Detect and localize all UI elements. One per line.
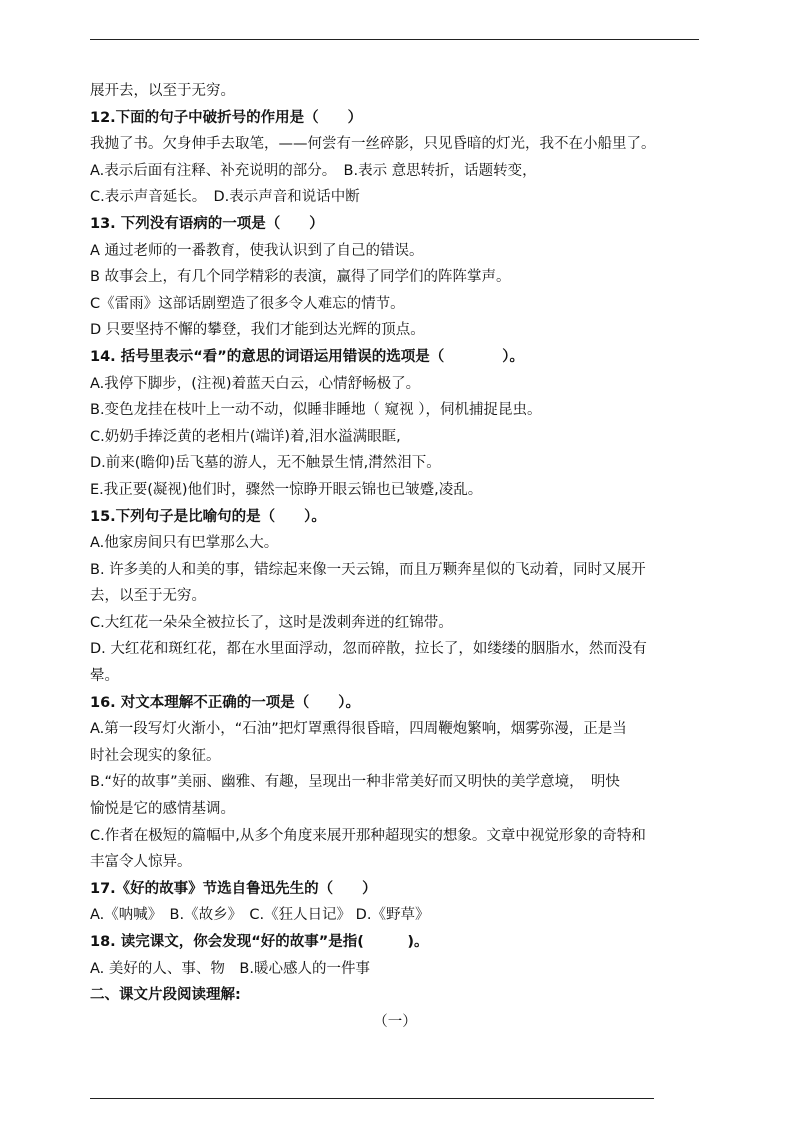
document-body [90, 78, 700, 1035]
text-line: C.奶奶手捧泛黄的老相片(端详)着,泪水溢满眼眶, [90, 428, 401, 445]
text-line: A.他家房间只有巴掌那么大。 [90, 535, 279, 552]
text-line: E.我正要(凝视)他们时，骤然一惊睁开眼云锦也已皱蹙,凌乱。 [90, 481, 483, 498]
text-line: 展开去，以至于无穷。 [90, 83, 235, 99]
question-heading: 18. 读完课文，你会发现“好的故事”是指( )。 [90, 934, 429, 950]
section-marker: （一） [373, 1013, 417, 1030]
text-line: B.“好的故事”美丽、幽雅、有趣，呈现出一种非常美好而又明快的美学意境， 明快 [90, 774, 620, 791]
text-line: D 只要坚持不懈的攀登，我们才能到达光辉的顶点。 [90, 322, 425, 339]
question-heading: 14. 括号里表示“看”的意思的词语运用错误的选项是（ ）。 [90, 348, 525, 365]
text-line: A.表示后面有注释、补充说明的部分。 B.表示 意思转折，话题转变， [90, 162, 537, 179]
text-line: B. 许多美的人和美的事，错综起来像一天云锦，而且万颗奔星似的飞动着，同时又展开 [90, 561, 646, 578]
text-line: B 故事会上，有几个同学精彩的表演，赢得了同学们的阵阵掌声。 [90, 269, 511, 286]
text-line: 丰富令人惊异。 [90, 854, 192, 871]
text-line: A.第一段写灯火渐小，“石油”把灯罩熏得很昏暗，四周鞭炮繁响，烟雾弥漫，正是当 [90, 721, 627, 738]
text-line: C《雷雨》这部话剧塑造了很多令人难忘的情节。 [90, 295, 405, 312]
text-line: 去，以至于无穷。 [90, 588, 206, 605]
text-line: D.前来(瞻仰)岳飞墓的游人，无不触景生情,潸然泪下。 [90, 455, 441, 472]
text-line: 愉悦是它的感情基调。 [90, 801, 235, 818]
text-line: A.我停下脚步，(注视)着蓝天白云，心情舒畅极了。 [90, 375, 421, 392]
text-line: A.《呐喊》 B.《故乡》 C.《狂人日记》 D.《野草》 [90, 907, 430, 924]
text-line: 晕。 [90, 668, 119, 685]
question-heading: 15.下列句子是比喻句的是（ ）。 [90, 508, 326, 525]
question-heading: 17.《好的故事》节选自鲁迅先生的（ ） [90, 880, 377, 897]
question-heading: 16. 对文本理解不正确的一项是（ ）。 [90, 694, 360, 711]
text-line: C.大红花一朵朵全被拉长了，这时是泼刺奔迸的红锦带。 [90, 614, 453, 631]
text-line: A. 美好的人、事、物 B.暖心感人的一件事 [90, 960, 370, 977]
question-heading: 二、课文片段阅读理解: [90, 987, 241, 1004]
header-rule [90, 39, 699, 40]
text-line: C.作者在极短的篇幅中,从多个角度来展开那种超现实的想象。文章中视觉形象的奇特和 [90, 827, 646, 844]
question-heading: 12.下面的句子中破折号的作用是（ ） [90, 109, 363, 126]
text-line: B.变色龙挂在枝叶上一动不动，似睡非睡地（ 窥视 ），伺机捕捉昆虫。 [90, 402, 542, 419]
text-line: C.表示声音延长。 D.表示声音和说话中断 [90, 189, 360, 206]
text-line: 我抛了书。欠身伸手去取笔，——何尝有一丝碎影，只见昏暗的灯光，我不在小船里了。 [90, 136, 656, 153]
text-line: D. 大红花和斑红花，都在水里面浮动，忽而碎散，拉长了，如缕缕的胭脂水，然而没有 [90, 641, 647, 658]
question-heading: 13. 下列没有语病的一项是（ ） [90, 215, 324, 232]
text-line: 时社会现实的象征。 [90, 747, 221, 764]
text-line: A 通过老师的一番教育，使我认识到了自己的错误。 [90, 242, 424, 259]
footer-rule [90, 1098, 654, 1099]
